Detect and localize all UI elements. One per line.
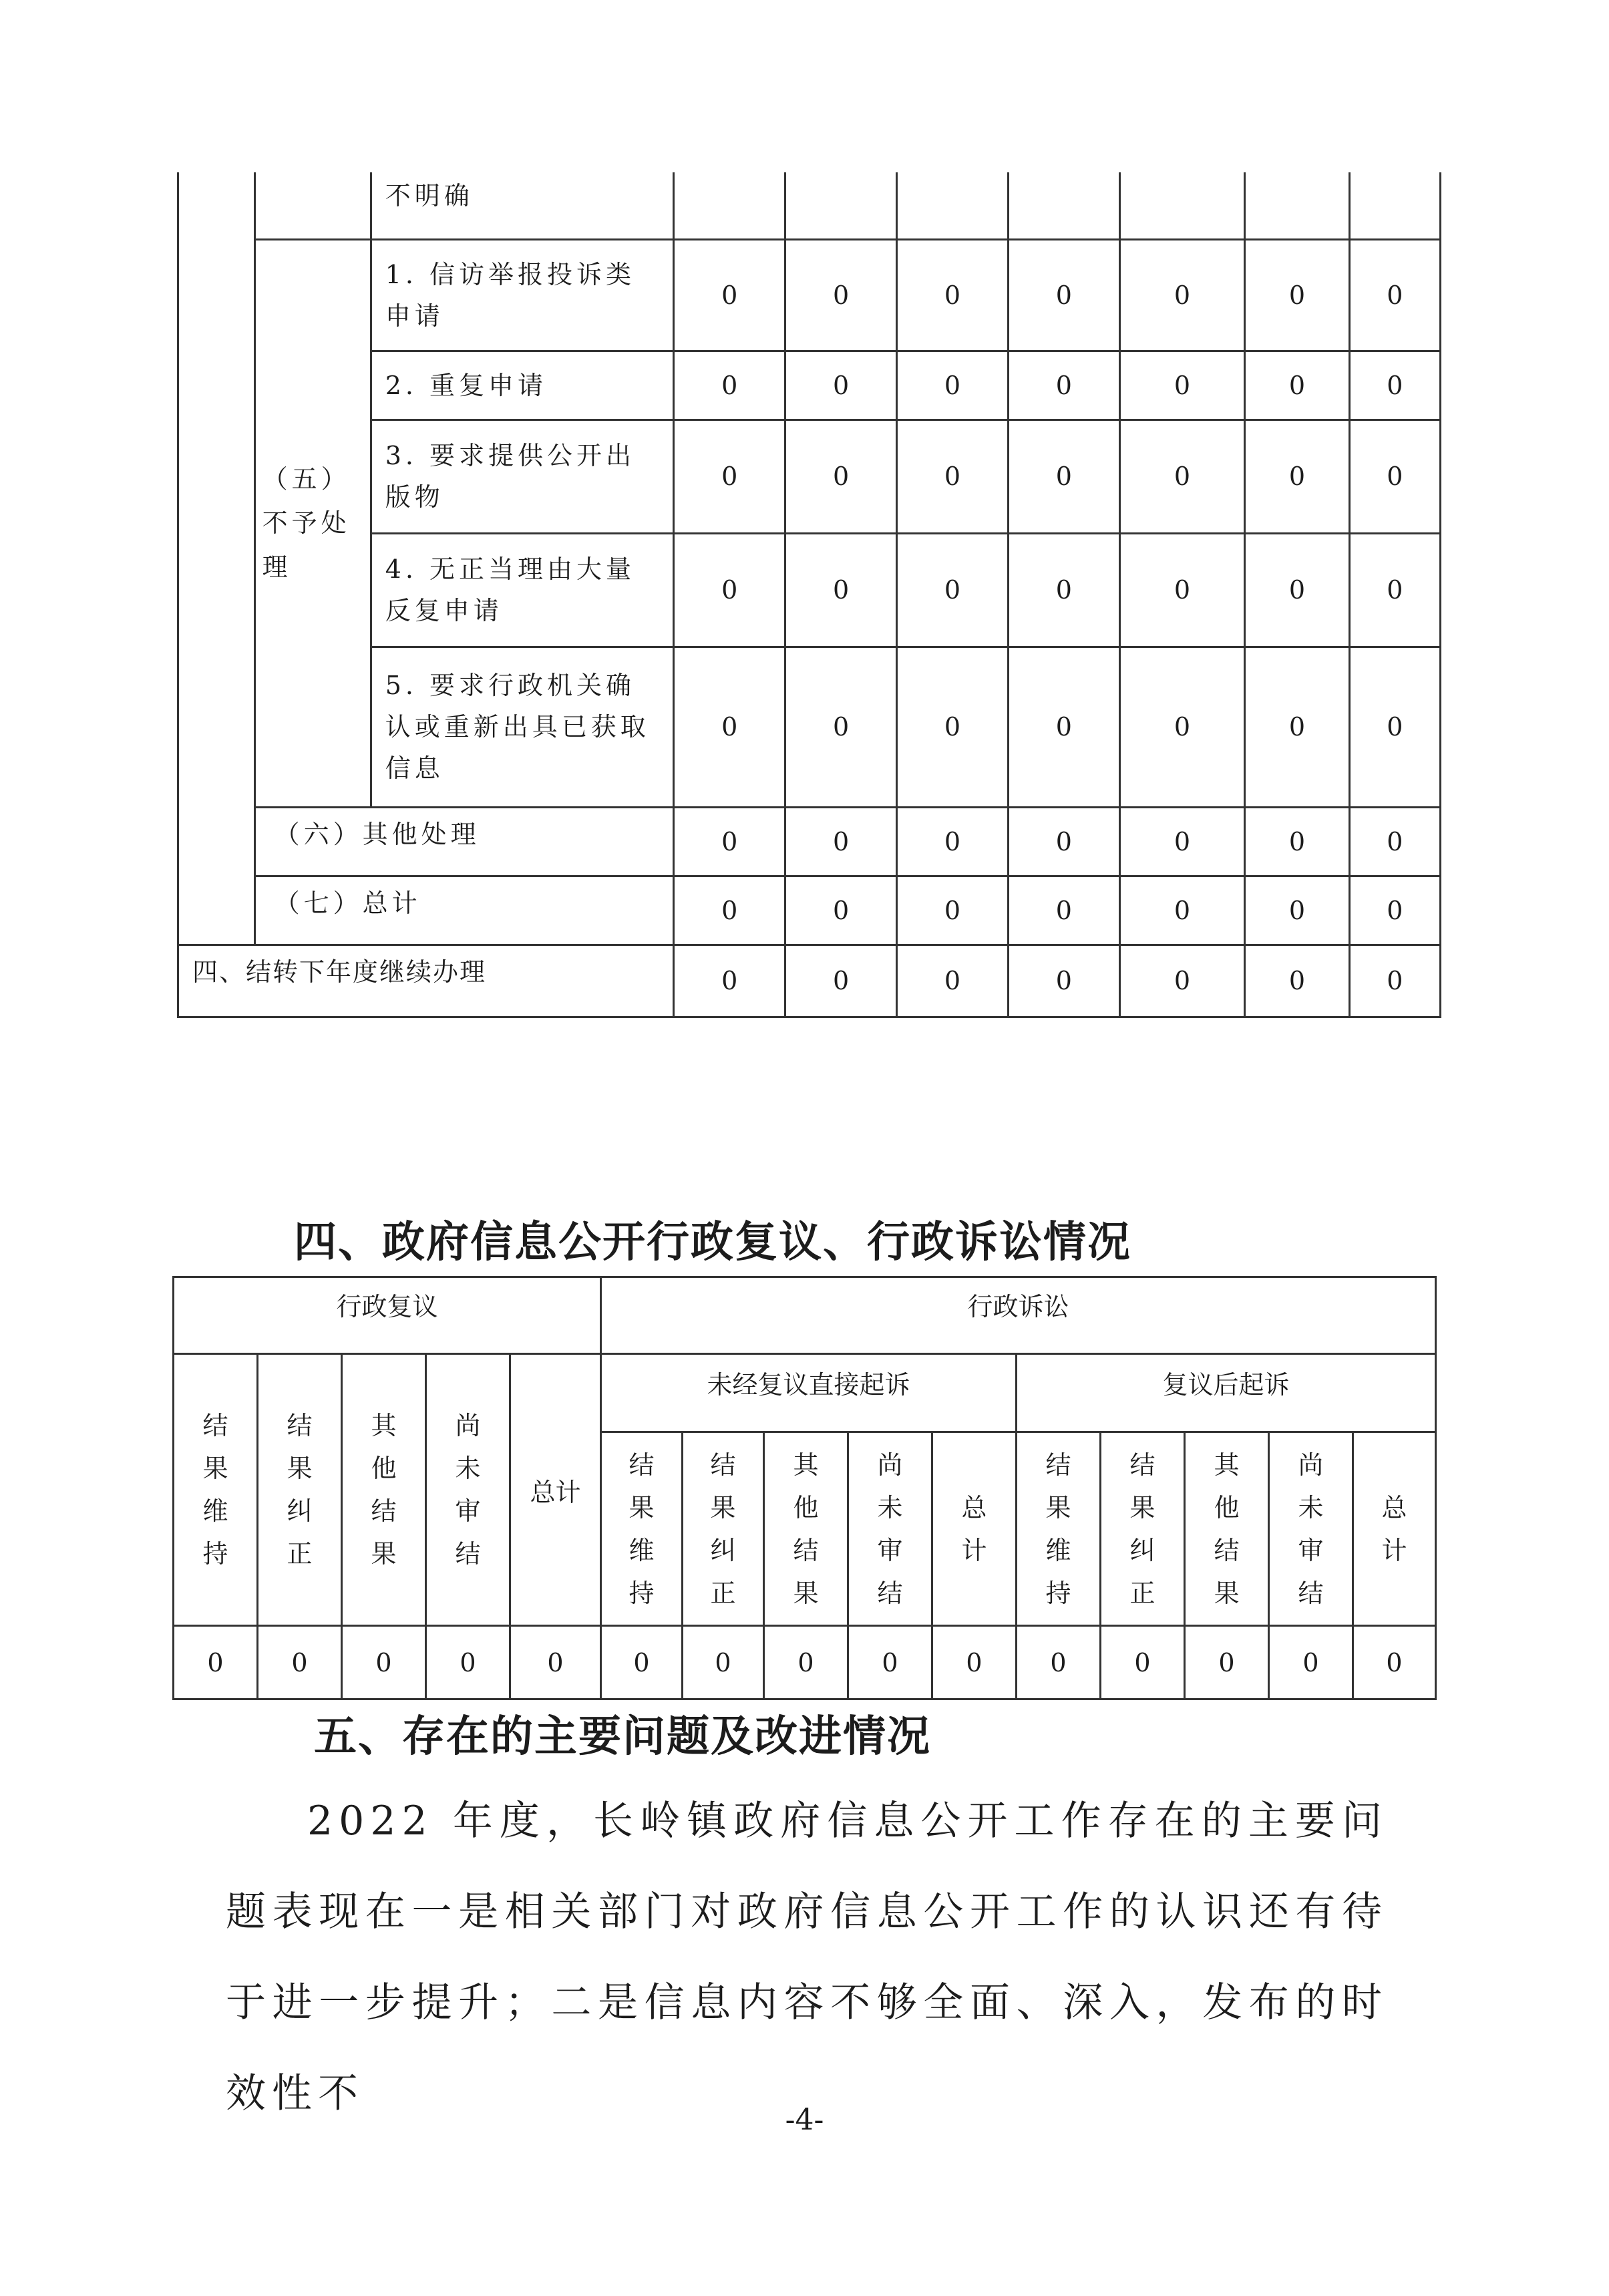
vertical-char: 审: [455, 1496, 481, 1526]
value-cell: 0: [1008, 239, 1119, 351]
vertical-char: 其: [793, 1450, 819, 1480]
vertical-char: 结: [793, 1535, 819, 1565]
table-cell: [674, 172, 785, 239]
value-cell: 0: [1119, 876, 1244, 945]
value-cell: 0: [1245, 945, 1350, 1017]
vertical-char: 果: [629, 1492, 655, 1522]
value-cell: 0: [1119, 351, 1244, 420]
value-cell: 0: [1349, 647, 1440, 807]
value-cell: 0: [674, 351, 785, 420]
value-cell: 0: [1245, 807, 1350, 876]
row-label: 2. 重复申请: [371, 351, 674, 420]
value-cell: 0: [674, 239, 785, 351]
row-label-total: （七）总计: [254, 876, 674, 945]
vertical-char: 正: [287, 1539, 313, 1569]
vertical-char: 未: [1298, 1492, 1324, 1522]
vertical-char: 维: [1045, 1535, 1071, 1565]
col-header-after-total: [1353, 1432, 1436, 1626]
row-label-unclear: 不明确: [371, 172, 674, 239]
value-cell: 0: [1245, 420, 1350, 533]
vertical-char: 他: [793, 1492, 819, 1522]
vertical-char: 结: [371, 1496, 397, 1526]
value-cell: 0: [1008, 807, 1119, 876]
value-cell: 0: [258, 1626, 342, 1699]
vertical-char: 其: [1214, 1450, 1240, 1480]
value-cell: 0: [1349, 876, 1440, 945]
vertical-char: 他: [371, 1454, 397, 1483]
table-cell: [1119, 172, 1244, 239]
value-cell: 0: [1119, 533, 1244, 647]
value-cell: 0: [1119, 945, 1244, 1017]
vertical-char: 结: [202, 1411, 228, 1440]
vertical-char: 未: [877, 1492, 903, 1522]
value-cell: 0: [785, 533, 897, 647]
value-cell: 0: [1245, 647, 1350, 807]
vertical-char: 尚: [877, 1450, 903, 1480]
value-cell: 0: [1245, 239, 1350, 351]
vertical-char: 纠: [287, 1496, 313, 1526]
value-cell: 0: [426, 1626, 510, 1699]
row-label: 5. 要求行政机关确认或重新出具已获取信息: [371, 647, 674, 807]
vertical-char: 持: [202, 1539, 228, 1569]
row-label-other: （六）其他处理: [254, 807, 674, 876]
col-header-direct: [601, 1432, 683, 1626]
value-cell: 0: [764, 1626, 848, 1699]
value-cell: 0: [785, 239, 897, 351]
vertical-char: 他: [1214, 1492, 1240, 1522]
group-label-not-processed: （五）不予处理: [254, 239, 371, 807]
value-cell: 0: [897, 239, 1009, 351]
vertical-char: 维: [202, 1496, 228, 1526]
vertical-char: 果: [793, 1578, 819, 1608]
value-cell: 0: [1269, 1626, 1353, 1699]
row-label-carryover: 四、结转下年度继续办理: [178, 945, 674, 1017]
value-cell: 0: [1245, 876, 1350, 945]
value-cell: 0: [1245, 533, 1350, 647]
value-cell: 0: [674, 876, 785, 945]
page-number: -4-: [785, 2103, 824, 2137]
vertical-char: 果: [1045, 1492, 1071, 1522]
row-label: 4. 无正当理由大量反复申请: [371, 533, 674, 647]
value-cell: 0: [1349, 239, 1440, 351]
left-border-cell: [178, 172, 255, 239]
vertical-char: 维: [629, 1535, 655, 1565]
col-header-review-total: 总计: [510, 1354, 601, 1626]
col-header-review: [174, 1354, 258, 1626]
value-cell: 0: [785, 647, 897, 807]
section-heading-problems: 五、存在的主要问题及改进情况: [314, 1712, 931, 1762]
value-cell: 0: [932, 1626, 1017, 1699]
vertical-char: 总: [961, 1492, 987, 1522]
value-cell: 0: [785, 807, 897, 876]
col-header-review: [258, 1354, 342, 1626]
value-cell: 0: [674, 807, 785, 876]
value-cell: 0: [897, 351, 1009, 420]
header-administrative-review: 行政复议: [174, 1277, 601, 1354]
value-cell: 0: [785, 945, 897, 1017]
vertical-char: 结: [455, 1539, 481, 1569]
vertical-char: 果: [202, 1454, 228, 1483]
header-suit-after-review: 复议后起诉: [1017, 1354, 1436, 1432]
value-cell: 0: [785, 876, 897, 945]
section-heading-review-litigation: 四、政府信息公开行政复议、行政诉讼情况: [294, 1218, 1131, 1267]
col-header-direct: [848, 1432, 932, 1626]
value-cell: 0: [1119, 420, 1244, 533]
value-cell: 0: [897, 876, 1009, 945]
value-cell: 0: [1008, 945, 1119, 1017]
col-header-after: [1101, 1432, 1185, 1626]
value-cell: 0: [897, 647, 1009, 807]
vertical-char: 审: [1298, 1535, 1324, 1565]
value-cell: 0: [1119, 239, 1244, 351]
value-cell: 0: [1017, 1626, 1101, 1699]
value-cell: 0: [897, 420, 1009, 533]
value-cell: 0: [897, 533, 1009, 647]
vertical-char: 审: [877, 1535, 903, 1565]
value-cell: 0: [1008, 351, 1119, 420]
value-cell: 0: [1185, 1626, 1269, 1699]
value-cell: 0: [1353, 1626, 1436, 1699]
value-cell: 0: [848, 1626, 932, 1699]
vertical-char: 其: [371, 1411, 397, 1440]
col-header-direct: [683, 1432, 764, 1626]
vertical-char: 持: [629, 1578, 655, 1608]
value-cell: 0: [674, 420, 785, 533]
value-cell: 0: [897, 807, 1009, 876]
value-cell: 0: [1349, 420, 1440, 533]
left-border-cell: [178, 239, 255, 945]
value-cell: 0: [1349, 945, 1440, 1017]
value-cell: 0: [897, 945, 1009, 1017]
value-cell: 0: [174, 1626, 258, 1699]
vertical-char: 结: [1298, 1578, 1324, 1608]
table-cell: [785, 172, 897, 239]
value-cell: 0: [674, 647, 785, 807]
vertical-char: 尚: [1298, 1450, 1324, 1480]
vertical-char: 结: [710, 1450, 736, 1480]
value-cell: 0: [1008, 647, 1119, 807]
value-cell: 0: [1008, 533, 1119, 647]
col-header-after: [1269, 1432, 1353, 1626]
value-cell: 0: [1349, 807, 1440, 876]
value-cell: 0: [1245, 351, 1350, 420]
vertical-char: 结: [1045, 1450, 1071, 1480]
vertical-char: 正: [710, 1578, 736, 1608]
value-cell: 0: [1349, 351, 1440, 420]
vertical-char: 结: [629, 1450, 655, 1480]
value-cell: 0: [674, 945, 785, 1017]
problems-paragraph: 2022 年度，长岭镇政府信息公开工作存在的主要问题表现在一是相关部门对政府信息公开工作的认识还有待于进一步提升；二是信息内容不够全面、深入，发布的时效性不: [226, 1798, 1388, 2117]
table-cell: [1008, 172, 1119, 239]
value-cell: 0: [1119, 807, 1244, 876]
table-cell: [1245, 172, 1350, 239]
vertical-char: 果: [1129, 1492, 1155, 1522]
vertical-char: 未: [455, 1454, 481, 1483]
table-cell: [1349, 172, 1440, 239]
value-cell: 0: [785, 420, 897, 533]
vertical-char: 纠: [710, 1535, 736, 1565]
vertical-char: 总: [1381, 1492, 1407, 1522]
value-cell: 0: [510, 1626, 601, 1699]
table-cell: [897, 172, 1009, 239]
vertical-char: 果: [371, 1539, 397, 1569]
col-header-review: [342, 1354, 426, 1626]
value-cell: 0: [342, 1626, 426, 1699]
col-header-after: [1185, 1432, 1269, 1626]
col-header-after: [1017, 1432, 1101, 1626]
group-cell-blank: [254, 172, 371, 239]
vertical-char: 结: [1214, 1535, 1240, 1565]
value-cell: 0: [1119, 647, 1244, 807]
vertical-char: 计: [1381, 1535, 1407, 1565]
col-header-review: [426, 1354, 510, 1626]
row-label: 1. 信访举报投诉类申请: [371, 239, 674, 351]
row-label: 3. 要求提供公开出版物: [371, 420, 674, 533]
vertical-char: 结: [877, 1578, 903, 1608]
vertical-char: 果: [287, 1454, 313, 1483]
vertical-char: 纠: [1129, 1535, 1155, 1565]
vertical-char: 正: [1129, 1578, 1155, 1608]
vertical-char: 结: [287, 1411, 313, 1440]
vertical-char: 果: [1214, 1578, 1240, 1608]
value-cell: 0: [1008, 420, 1119, 533]
header-direct-suit: 未经复议直接起诉: [601, 1354, 1017, 1432]
application-processing-table: [177, 172, 1441, 1018]
value-cell: 0: [683, 1626, 764, 1699]
value-cell: 0: [1008, 876, 1119, 945]
header-administrative-litigation: 行政诉讼: [601, 1277, 1436, 1354]
col-header-direct-total: [932, 1432, 1017, 1626]
vertical-char: 结: [1129, 1450, 1155, 1480]
value-cell: 0: [674, 533, 785, 647]
vertical-char: 计: [961, 1535, 987, 1565]
value-cell: 0: [1349, 533, 1440, 647]
col-header-direct: [764, 1432, 848, 1626]
vertical-char: 持: [1045, 1578, 1071, 1608]
vertical-char: 果: [710, 1492, 736, 1522]
value-cell: 0: [1101, 1626, 1185, 1699]
value-cell: 0: [601, 1626, 683, 1699]
vertical-char: 尚: [455, 1411, 481, 1440]
review-litigation-table: [172, 1276, 1437, 1700]
value-cell: 0: [785, 351, 897, 420]
